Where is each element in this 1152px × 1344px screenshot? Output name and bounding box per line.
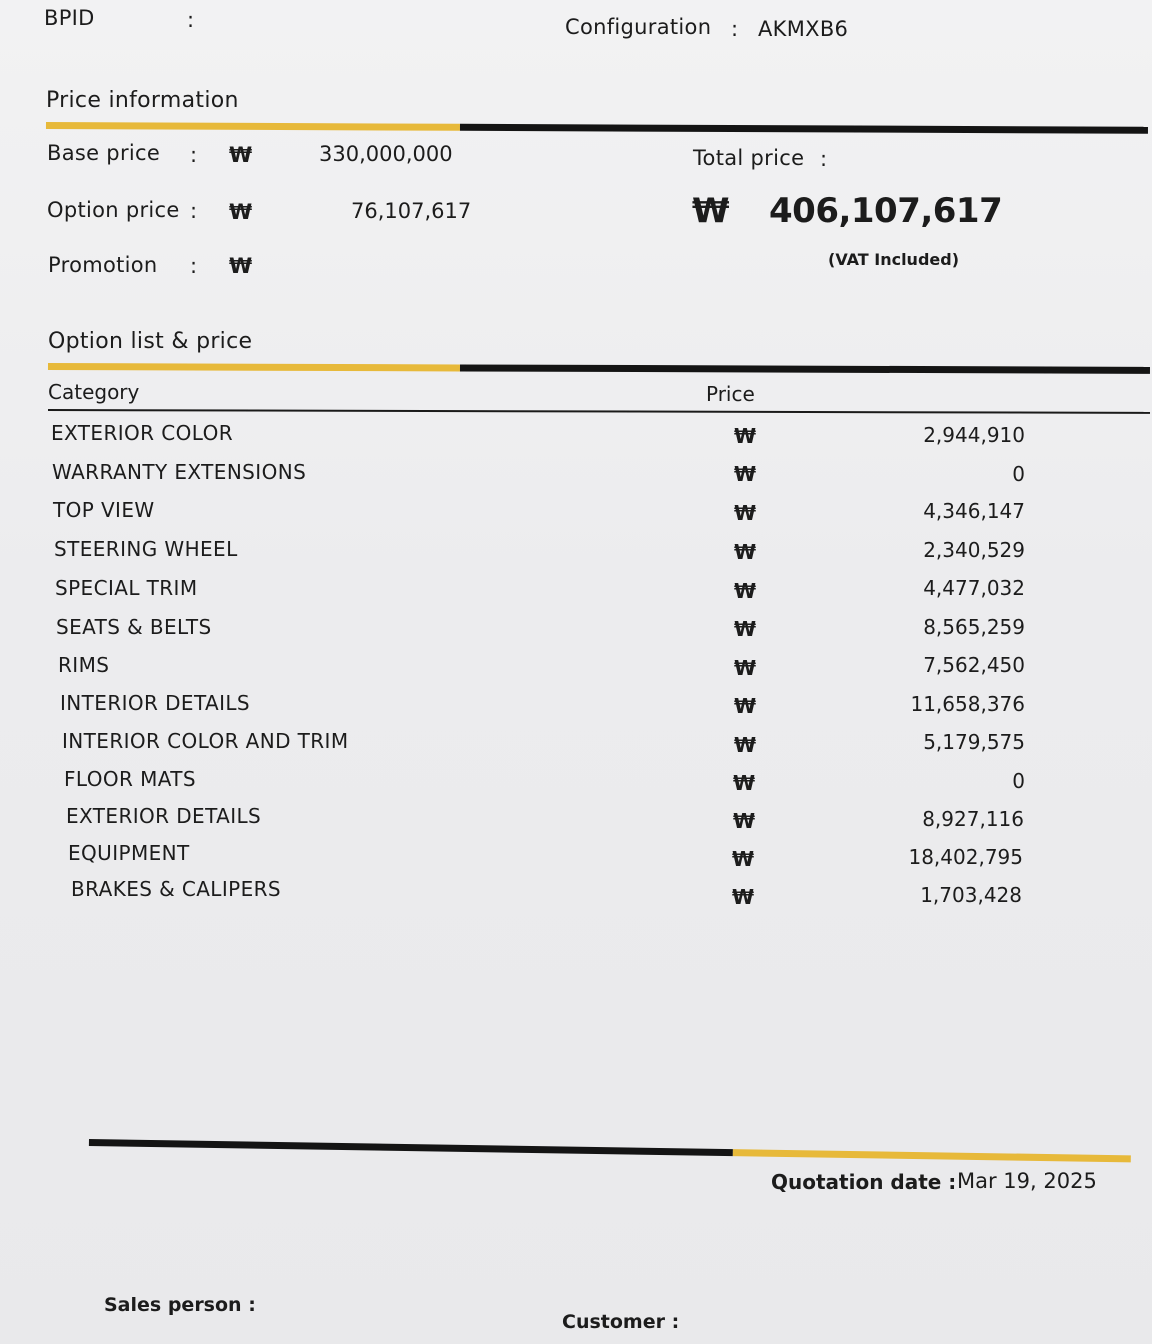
vat-note: (VAT Included): [828, 250, 960, 269]
base-price-label: Base price: [47, 141, 161, 165]
total-price-label: Total price: [693, 146, 805, 170]
configuration-colon: :: [731, 17, 739, 41]
base-price-currency: ₩: [229, 143, 253, 167]
row-currency: ₩: [734, 617, 757, 641]
category-column-header: Category: [48, 380, 140, 404]
row-category: EQUIPMENT: [68, 841, 190, 865]
configuration-label: Configuration: [565, 15, 712, 39]
row-category: EXTERIOR DETAILS: [66, 804, 262, 828]
row-currency: ₩: [734, 424, 757, 448]
promotion-currency: ₩: [229, 254, 253, 278]
row-price: 18,402,795: [908, 845, 1023, 869]
rule-dark: [89, 1139, 733, 1156]
bpid-colon: :: [187, 8, 195, 32]
option-list-title: Option list & price: [48, 329, 253, 354]
rule-accent: [46, 122, 460, 131]
row-category: EXTERIOR COLOR: [51, 421, 234, 445]
quotation-date-value: Mar 19, 2025: [957, 1169, 1097, 1193]
option-price-currency: ₩: [229, 200, 253, 224]
row-category: SEATS & BELTS: [56, 615, 212, 639]
rule-dark: [460, 124, 1148, 134]
option-list-rule: [48, 363, 1150, 374]
row-currency: ₩: [734, 462, 757, 486]
row-category: INTERIOR COLOR AND TRIM: [62, 729, 349, 753]
rule-accent: [733, 1149, 1131, 1162]
row-currency: ₩: [733, 809, 756, 833]
option-price-colon: :: [190, 199, 198, 223]
row-price: 0: [1012, 462, 1025, 486]
row-currency: ₩: [734, 656, 757, 680]
row-currency: ₩: [734, 694, 757, 718]
footer-rule: [89, 1139, 1131, 1162]
row-price: 0: [1012, 769, 1025, 793]
row-currency: ₩: [734, 579, 757, 603]
row-category: BRAKES & CALIPERS: [71, 877, 282, 901]
row-category: SPECIAL TRIM: [55, 576, 198, 600]
row-currency: ₩: [732, 847, 755, 871]
row-price: 11,658,376: [910, 692, 1025, 716]
row-price: 4,346,147: [923, 499, 1025, 523]
row-price: 8,927,116: [922, 807, 1024, 831]
row-price: 8,565,259: [923, 615, 1025, 639]
row-category: TOP VIEW: [53, 498, 155, 522]
row-category: INTERIOR DETAILS: [60, 691, 251, 715]
row-currency: ₩: [734, 733, 757, 757]
base-price-colon: :: [190, 143, 198, 167]
table-header-divider: [48, 409, 1150, 414]
row-price: 2,944,910: [923, 423, 1025, 447]
row-currency: ₩: [732, 885, 755, 909]
row-category: STEERING WHEEL: [54, 537, 238, 561]
row-price: 7,562,450: [923, 653, 1025, 677]
total-price-value: 406,107,617: [769, 191, 1003, 231]
sales-person-label: Sales person :: [104, 1294, 256, 1316]
row-price: 5,179,575: [923, 730, 1025, 754]
total-price-colon: :: [820, 147, 828, 171]
base-price-value: 330,000,000: [319, 142, 453, 166]
option-price-value: 76,107,617: [351, 199, 472, 223]
total-price-currency: ₩: [692, 191, 730, 231]
row-price: 4,477,032: [923, 576, 1025, 600]
row-currency: ₩: [734, 501, 757, 525]
rule-dark: [460, 364, 1150, 373]
option-price-label: Option price: [47, 198, 180, 222]
row-price: 1,703,428: [920, 883, 1022, 907]
row-currency: ₩: [734, 540, 757, 564]
bpid-label: BPID: [44, 6, 95, 30]
row-category: FLOOR MATS: [64, 767, 196, 791]
promotion-label: Promotion: [48, 253, 158, 277]
rule-accent: [48, 363, 460, 371]
row-price: 2,340,529: [923, 538, 1025, 562]
configuration-value: AKMXB6: [758, 17, 849, 41]
quotation-date-label: Quotation date :: [771, 1170, 957, 1194]
row-currency: ₩: [733, 771, 756, 795]
row-category: WARRANTY EXTENSIONS: [52, 460, 307, 484]
row-category: RIMS: [58, 653, 110, 677]
price-information-title: Price information: [46, 88, 239, 113]
promotion-colon: :: [190, 254, 198, 278]
price-information-rule: [46, 122, 1148, 134]
price-column-header: Price: [706, 382, 755, 406]
customer-label: Customer :: [562, 1311, 680, 1333]
